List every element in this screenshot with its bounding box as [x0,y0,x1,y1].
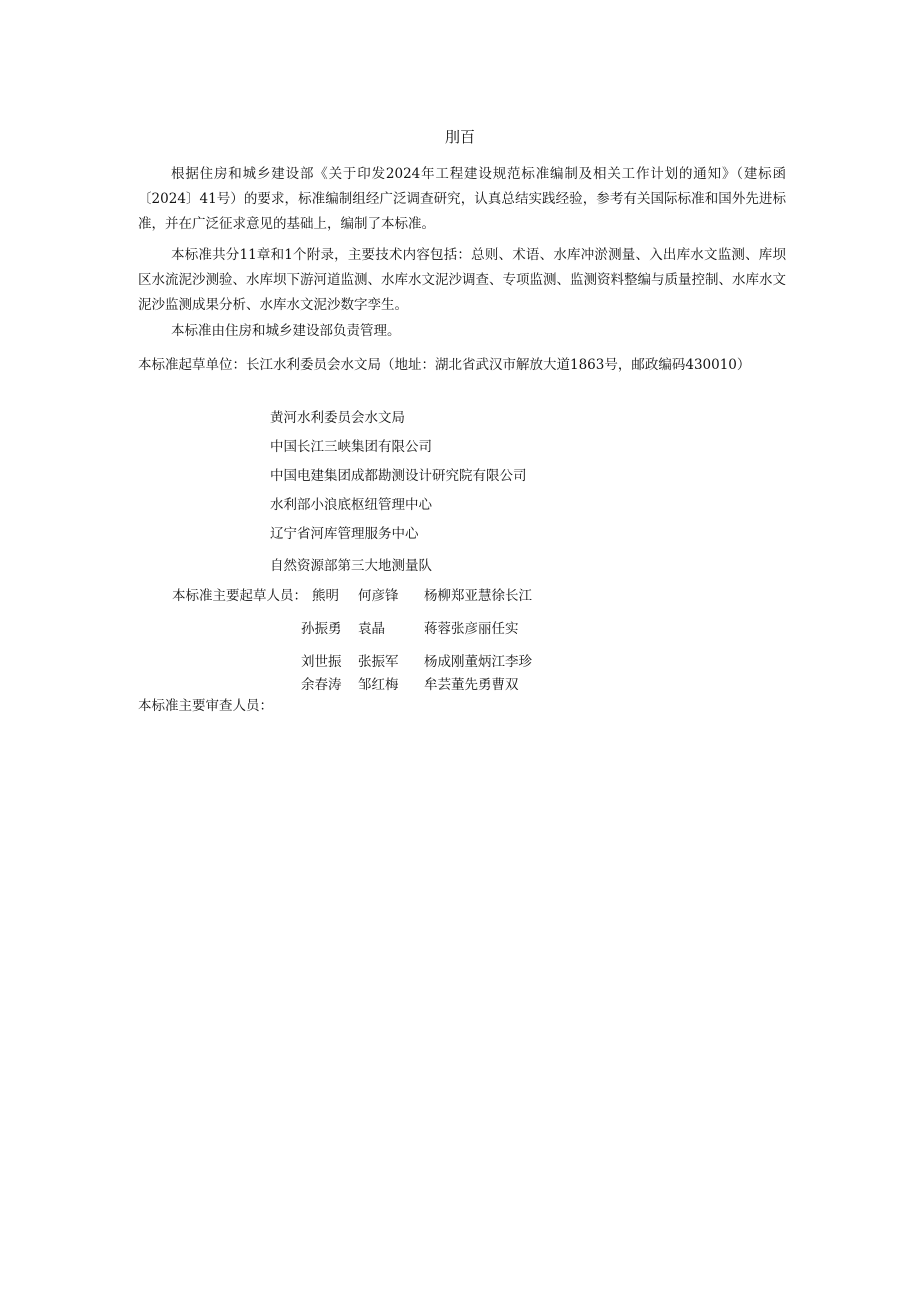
drafting-unit: 本标准起草单位：长江水利委员会水文局（地址：湖北省武汉市解放大道1863号，邮政编码430010） [138,357,751,373]
drafter-name: 刘世振 [301,654,342,670]
drafter-name: 杨柳郑亚慧徐长江 [424,588,532,604]
drafter-name: 袁晶 [358,621,385,637]
drafter-name: 张振军 [358,654,399,670]
drafter-name: 何彦锋 [358,588,399,604]
paragraph-contents: 本标准共分11章和1个附录，主要技术内容包括：总则、术语、水库冲淤测量、入出库水文监测、库坝区水流泥沙测验、水库坝下游河道监测、水库水文泥沙调查、专项监测、监测资料整编与质量控制、水库水文泥沙监测成果分析、水库水文泥沙数字孪生。 [138,247,786,313]
participating-unit: 中国长江三峡集团有限公司 [270,439,432,455]
page-title: 刖百 [444,128,475,146]
drafter-name: 牟芸董先勇曹双 [424,677,519,693]
drafter-name: 杨成刚董炳江李珍 [424,654,532,670]
drafter-name: 孙振勇 [301,621,342,637]
participating-unit: 自然资源部第三大地测量队 [270,558,432,574]
main-drafters-label: 本标准主要起草人员： [172,588,307,604]
drafter-name: 邹红梅 [358,677,399,693]
participating-unit: 中国电建集团成都勘测设计研究院有限公司 [270,468,527,484]
paragraph-management: 本标准由住房和城乡建设部负责管理。 [171,323,401,339]
drafter-name: 余春涛 [301,677,342,693]
participating-unit: 水利部小浪底枢纽管理中心 [270,497,432,513]
drafter-name: 熊明 [312,588,339,604]
main-reviewers-label: 本标准主要审查人员： [138,698,273,714]
drafter-name: 蒋蓉张彦丽任实 [424,621,519,637]
participating-unit: 辽宁省河库管理服务中心 [270,526,419,542]
participating-unit: 黄河水利委员会水文局 [270,410,405,426]
paragraph-basis: 根据住房和城乡建设部《关于印发2024年工程建设规范标准编制及相关工作计划的通知》（建标函〔2024〕41号）的要求，标准编制组经广泛调查研究，认真总结实践经验，参考有关国际标准和国外先进标准，并在广泛征求意见的基础上，编制了本标准。 [138,166,786,232]
